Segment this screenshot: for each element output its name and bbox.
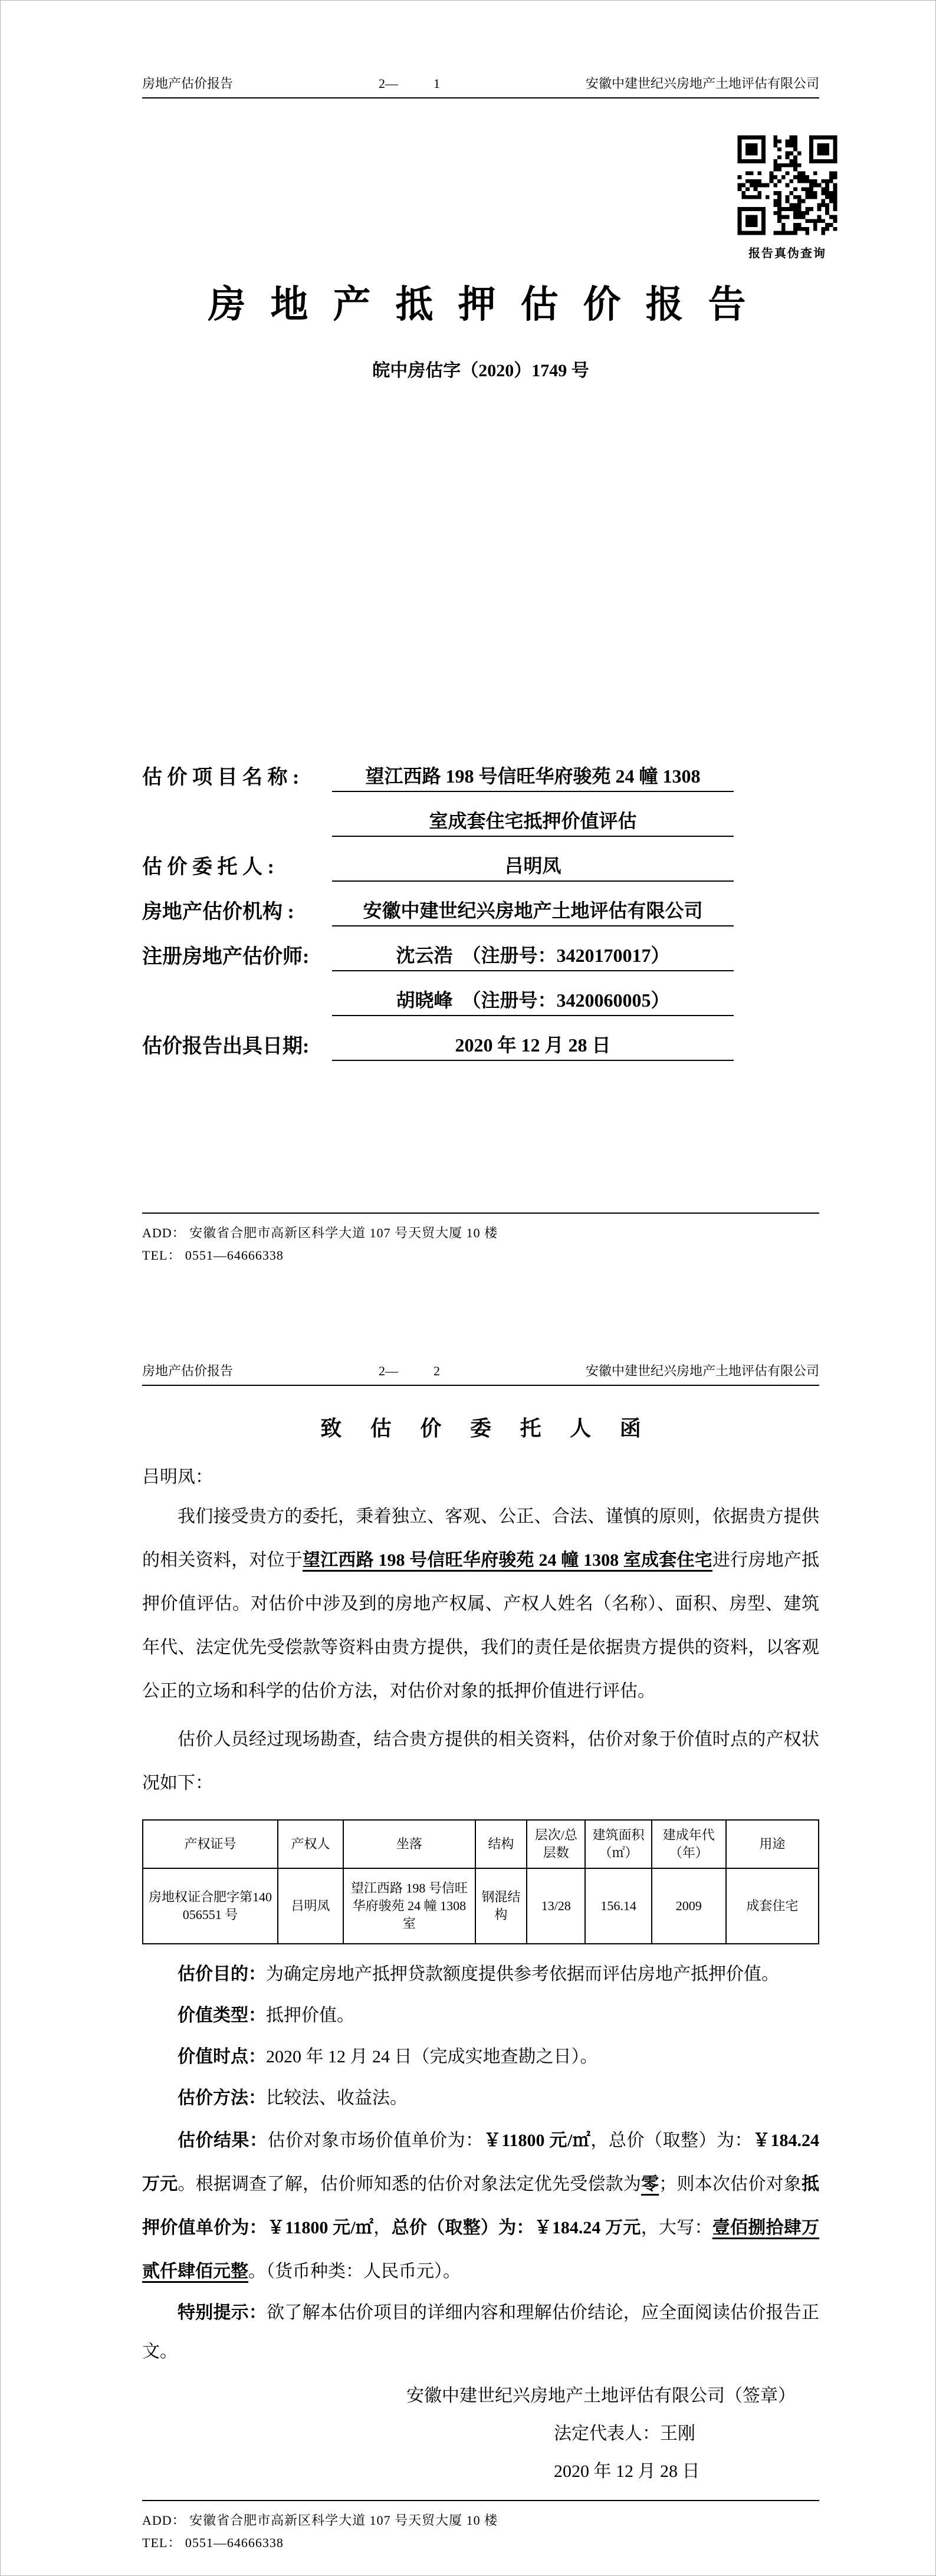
item-text: 抵押价值。 — [266, 2006, 354, 2025]
header-pagination — [379, 1363, 440, 1379]
table-header-cell: 建筑面积（㎡） — [585, 1820, 651, 1868]
item-method — [142, 2078, 819, 2119]
letter-paragraph-2: 估价人员经过现场勘查，结合贵方提供的相关资料，估价对象于价值时点的产权状况如下： — [142, 1730, 819, 1793]
signature-legal-representative: 法定代表人：王刚 — [554, 2424, 695, 2443]
signature-block — [406, 2377, 796, 2490]
footer-address: ADD： 安徽省合肥市高新区科学大道 107 号天贸大厦 10 楼 — [142, 1225, 498, 1240]
table-header-cell: 用途 — [726, 1820, 819, 1868]
header-doc-type: 房地产估价报告 — [142, 1363, 234, 1378]
table-header-row — [143, 1820, 819, 1868]
header-page-number: 2 — [433, 1363, 440, 1378]
report-doc-number: 皖中房估字（2020）1749 号 — [372, 361, 589, 380]
signature-company: 安徽中建世纪兴房地产土地评估有限公司（签章） — [406, 2386, 796, 2406]
page-2-header — [142, 1288, 819, 1386]
form-row-project-name-cont — [142, 792, 734, 837]
table-header-cell: 结构 — [475, 1820, 527, 1868]
table-header-cell: 层次/总层数 — [527, 1820, 585, 1868]
footer-telephone: TEL： 0551—64666338 — [142, 1248, 284, 1263]
header-pagination — [379, 76, 440, 91]
header-pagination-prefix: 2— — [379, 1363, 398, 1378]
table-cell-area: 156.14 — [585, 1868, 651, 1944]
item-value-date — [142, 2036, 819, 2078]
item-result: 估价结果：估价对象市场价值单价为：￥11800 元/㎡，总价（取整）为：￥184.24 万元。根据调查了解，估价师知悉的估价对象法定优先受偿款为零；则本次估价对象抵押价值单价为：￥11800 元/㎡，总价（取整）为：￥184.24 万元，大写：壹佰捌拾肆万贰仟肆佰元整。（货币种类：人民币元）。 — [142, 2131, 820, 2281]
form-label: 估 价 项 目 名 称 : — [142, 767, 300, 788]
table-cell-use: 成套住宅 — [726, 1868, 819, 1944]
form-label: 注册房地产估价师: — [142, 946, 310, 968]
table-row — [143, 1868, 819, 1944]
form-value: 2020 年 12 月 28 日 — [332, 1030, 734, 1061]
form-label — [142, 1014, 332, 1016]
table-header-cell: 产权人 — [278, 1820, 343, 1868]
item-label: 估价方法： — [178, 2088, 266, 2108]
item-purpose — [142, 1954, 819, 1995]
table-header-cell: 产权证号 — [143, 1820, 278, 1868]
table-cell-structure: 钢混结构 — [475, 1868, 527, 1944]
footer-telephone: TEL： 0551—64666338 — [142, 2535, 284, 2550]
table-cell-location: 望江西路 198 号信旺华府骏苑 24 幢 1308 室 — [343, 1868, 475, 1944]
letter-title: 致 估 价 委 托 人 函 — [320, 1417, 653, 1440]
form-label: 房地产估价机构 : — [142, 901, 294, 923]
valuation-items — [142, 1954, 819, 2371]
header-doc-type: 房地产估价报告 — [142, 76, 234, 91]
form-row-project-name — [142, 747, 734, 792]
table-cell-floor: 13/28 — [527, 1868, 585, 1944]
item-label: 价值时点： — [178, 2047, 266, 2066]
header-pagination-prefix: 2— — [379, 76, 398, 91]
table-cell-cert-number: 房地权证合肥字第140056551 号 — [143, 1868, 278, 1944]
item-label: 特别提示： — [178, 2303, 267, 2322]
item-text: 2020 年 12 月 24 日（完成实地查勘之日）。 — [266, 2047, 598, 2066]
qr-block — [734, 132, 841, 261]
form-value: 沈云浩 （注册号：3420170017） — [332, 941, 734, 971]
header-company-name: 安徽中建世纪兴房地产土地评估有限公司 — [585, 76, 819, 91]
header-page-number: 1 — [433, 76, 440, 91]
page-2 — [1, 1288, 935, 2575]
form-value: 胡晓峰 （注册号：3420060005） — [332, 985, 734, 1016]
table-cell-owner: 吕明凤 — [278, 1868, 343, 1944]
item-label: 估价目的： — [178, 1964, 266, 1984]
signature-date: 2020 年 12 月 28 日 — [554, 2462, 700, 2481]
cover-form — [142, 747, 734, 1061]
qr-code — [734, 132, 841, 239]
form-value: 望江西路 198 号信旺华府骏苑 24 幢 1308 — [332, 761, 734, 792]
form-label: 估价报告出具日期: — [142, 1036, 310, 1057]
form-row-client — [142, 837, 734, 882]
form-row-appraiser-2 — [142, 971, 734, 1016]
form-value: 吕明凤 — [332, 851, 734, 882]
item-text: 比较法、收益法。 — [266, 2088, 408, 2108]
letter-paragraph-1: 我们接受贵方的委托，秉着独立、客观、公正、合法、谨慎的原则，依据贵方提供的相关资料，对位于望江西路 198 号信旺华府骏苑 24 幢 1308 室成套住宅进行房地产抵押价值评估。对估价中涉及到的房地产权属、产权人姓名（名称）、面积、房型、建筑年代、法定优先受偿款等资料由贵方提供，我们的责任是依据贵方提供的资料，以客观公正的立场和科学的估价方法，对估价对象的抵押价值进行评估。 — [142, 1507, 820, 1701]
page-1 — [1, 1, 935, 1288]
footer-address: ADD： 安徽省合肥市高新区科学大道 107 号天贸大厦 10 楼 — [142, 2513, 498, 2528]
item-text: 欲了解本估价项目的详细内容和理解估价结论，应全面阅读估价报告正文。 — [142, 2303, 820, 2361]
form-value: 室成套住宅抵押价值评估 — [332, 806, 734, 837]
table-header-cell: 建成年代（年） — [652, 1820, 726, 1868]
form-value: 安徽中建世纪兴房地产土地评估有限公司 — [332, 896, 734, 926]
form-label: 估 价 委 托 人 : — [142, 856, 274, 878]
table-cell-year: 2009 — [652, 1868, 726, 1944]
page-2-footer — [142, 2500, 819, 2554]
form-label — [142, 834, 332, 837]
form-row-appraiser-1 — [142, 926, 734, 971]
report-title: 房 地 产 抵 押 估 价 报 告 — [208, 284, 754, 326]
item-text: 为确定房地产抵押贷款额度提供参考依据而评估房地产抵押价值。 — [266, 1964, 779, 1984]
item-special-note — [142, 2294, 819, 2371]
header-company-name: 安徽中建世纪兴房地产土地评估有限公司 — [585, 1363, 819, 1378]
letter-salutation: 吕明凤： — [142, 1467, 213, 1487]
page-1-footer — [142, 1213, 819, 1267]
ownership-table — [142, 1819, 819, 1944]
form-row-agency — [142, 882, 734, 926]
form-row-issue-date — [142, 1016, 734, 1061]
qr-caption: 报告真伪查询 — [748, 247, 826, 260]
item-label: 价值类型： — [178, 2006, 266, 2025]
page-1-header — [142, 1, 819, 98]
table-header-cell: 坐落 — [343, 1820, 475, 1868]
item-value-type — [142, 1995, 819, 2036]
